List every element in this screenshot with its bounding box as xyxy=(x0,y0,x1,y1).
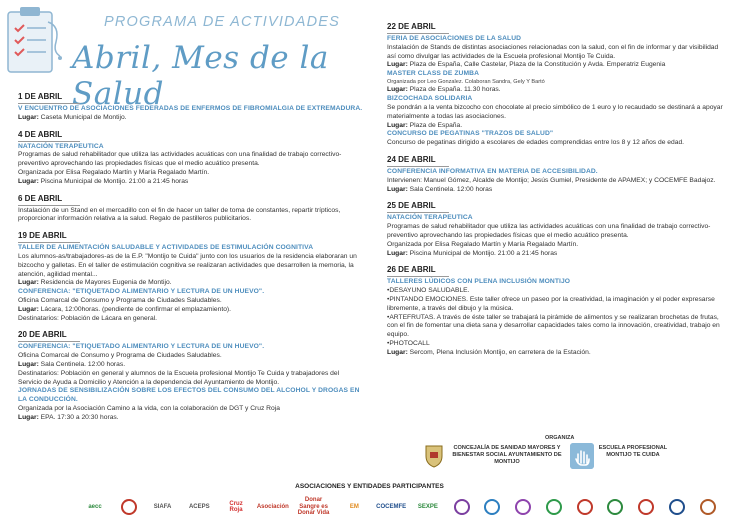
zumba-organizer: Organizada por Leo Gonzalez. Colaboran Sandra, Gely Y Bartó xyxy=(387,78,545,85)
lugar-label: Lugar: xyxy=(18,413,39,421)
event-description: Instalación de Stands de distintas asociaciones relacionadas con la salud, con el fin de informar y dar visibilidad así como divulgar las actividades de la Escuela profesional Montijo Te Cuida. xyxy=(387,43,719,60)
organizers xyxy=(420,435,720,471)
event-location: Caseta Municipal de Montijo. xyxy=(40,113,127,121)
event-date: 19 DE ABRIL xyxy=(18,231,67,241)
association-logo xyxy=(575,495,595,519)
association-logo xyxy=(482,495,502,519)
date-divider xyxy=(18,341,80,342)
association-logo xyxy=(452,495,472,519)
lugar-label: Lugar: xyxy=(387,86,408,94)
event-description: Los alumnos-as/trabajadores-as de la E.P. "Montijo te Cuida" junto con los usuarios de la residencia elaboraran un bizcocho y galletas. En el taller de estimulación cognitiva se realizaran actividades que desarrollen la memoria, la atención, agilidad mental... xyxy=(18,252,357,278)
association-logo xyxy=(667,495,687,519)
left-column xyxy=(18,92,363,430)
lugar-label: Lugar: xyxy=(387,61,408,69)
conference-text: Oficina Comarcal de Consumo y Programa de Ciudades Saludables. xyxy=(18,296,222,304)
date-divider xyxy=(18,205,80,206)
event-location: Sala Centinela. 12:00 horas xyxy=(409,185,493,193)
event-location: Piscina Municipal de Montijo. 21:00 a 21:45 horas xyxy=(40,177,189,185)
event-date: 22 DE ABRIL xyxy=(387,22,436,31)
event-title: TALLERES LÚDICOS CON PLENA INCLUSIÓN MONTIJO xyxy=(387,278,571,286)
event-location: Piscina Municipal de Montijo. 21:00 a 21:45 horas xyxy=(409,249,558,257)
hand-logo-icon xyxy=(570,443,594,469)
association-logo: aecc xyxy=(88,503,102,510)
organizer-escuela: ESCUELA PROFESIONAL MONTIJO TE CUIDA xyxy=(598,445,668,458)
event-april-22 xyxy=(387,22,725,148)
association-logo: ACEPS xyxy=(188,503,210,510)
clipboard-icon xyxy=(4,4,62,76)
association-logo: EM xyxy=(349,503,359,510)
event-april-20 xyxy=(18,330,363,422)
event-title: CONFERENCIA INFORMATIVA EN MATERIA DE ACCESIBILIDAD. xyxy=(387,167,598,175)
jornadas-location: EPA. 17:30 a 20:30 horas. xyxy=(40,413,119,421)
lugar-label: Lugar: xyxy=(387,185,408,193)
event-april-6 xyxy=(18,194,363,225)
bizcochada-title: BIZCOCHADA SOLIDARIA xyxy=(387,95,473,103)
lugar-label: Lugar: xyxy=(18,279,39,287)
event-april-24 xyxy=(387,155,725,194)
event-description: Oficina Comarcal de Consumo y Programa de Ciudades Saludables. xyxy=(18,352,222,360)
right-column xyxy=(387,22,725,365)
date-divider xyxy=(18,103,80,104)
event-description: Programas de salud rehabilitador que utiliza las actividades acuáticas con una finalidad de trabajo correctivo-preventivo aprovechando las propiedades físicas que el medio acuático presenta. xyxy=(387,223,711,239)
event-organizer: Organizada por Elisa Regalado Martín y María Regalado Martín. xyxy=(387,240,579,248)
association-logo: Cruz Roja xyxy=(229,500,243,513)
date-divider xyxy=(18,141,80,142)
date-divider xyxy=(387,166,449,167)
event-date: 4 DE ABRIL xyxy=(18,129,63,139)
lugar-label: Lugar: xyxy=(18,177,39,185)
association-logo xyxy=(544,495,564,519)
bizcochada-location: Plaza de España. xyxy=(409,121,463,129)
association-logo xyxy=(698,495,718,519)
list-item: • DESAYUNO SALUDABLE. xyxy=(387,287,725,296)
title-top: PROGRAMA DE ACTIVIDADES xyxy=(104,14,341,30)
event-organizer: Organizada por Elisa Regalado Martín y María Regalado Martín. xyxy=(18,168,210,176)
conference-location: Lácara, 12:00horas. (pendiente de confirmar el emplazamiento). xyxy=(40,305,232,313)
event-april-25 xyxy=(387,201,725,258)
associations-label: ASOCIACIONES Y ENTIDADES PARTICIPANTES xyxy=(295,483,444,490)
event-location: Residencia de Mayores Eugenia de Montijo. xyxy=(40,279,172,287)
association-logo xyxy=(605,495,625,519)
event-audience: Destinatarios: Población en general y alumnos de la Escuela profesional Montijo Te Cuida y trabajadores del Servicio de Ayuda a Domicilio y Atención a la dependencia del Ayuntamiento de Montijo. xyxy=(18,369,340,386)
association-logo xyxy=(513,495,533,519)
organiza-label: ORGANIZA xyxy=(545,435,575,441)
list-item: • PINTANDO EMOCIONES. Este taller ofrece un paseo por la creatividad, la imaginación y el poder expresarse libremente, a través del dibujo y la música. xyxy=(387,296,725,314)
city-shield-icon xyxy=(420,444,448,468)
pegatinas-text: Concurso de pegatinas dirigido a escolares de edades comprendidas entre los 8 y 12 años de edad. xyxy=(387,139,685,147)
jornadas-title: JORNADAS DE SENSIBILIZACIÓN SOBRE LOS EFECTOS DEL CONSUMO DEL ALCOHOL Y DROGAS EN LA CONDUCCIÓN. xyxy=(18,387,360,404)
lugar-label: Lugar: xyxy=(18,113,39,121)
event-title: NATACIÓN TERAPEUTICA xyxy=(18,142,104,150)
jornadas-text: Organizada por la Asociación Camino a la vida, con la colaboración de DGT y Cruz Roja xyxy=(18,404,280,412)
conference-title: CONFERENCIA: "ETIQUETADO ALIMENTARIO Y LECTURA DE UN HUEVO". xyxy=(18,288,265,296)
association-logo: SEXPE xyxy=(417,503,438,510)
event-title: CONFERENCIA: "ETIQUETADO ALIMENTARIO Y LECTURA DE UN HUEVO". xyxy=(18,343,265,351)
event-april-1 xyxy=(18,92,363,123)
event-april-26 xyxy=(387,265,725,357)
event-title: V ENCUENTRO DE ASOCIACIONES FEDERADAS DE ENFERMOS DE FIBROMIALGIA DE EXTREMADURA. xyxy=(18,105,363,112)
list-item: • PHOTOCALL xyxy=(387,340,725,349)
event-location: Sala Centinela. 12:00 horas. xyxy=(40,360,126,368)
lugar-label: Lugar: xyxy=(18,305,39,313)
pegatinas-title: CONCURSO DE PEGATINAS "TRAZOS DE SALUD" xyxy=(387,130,554,138)
association-logo xyxy=(119,495,139,519)
event-title: FERIA DE ASOCIACIONES DE LA SALUD xyxy=(387,35,522,42)
event-april-19 xyxy=(18,231,363,323)
organizer-concejalia: CONCEJALÍA DE SANIDAD MAYORES Y BIENESTAR SOCIAL AYUNTAMIENTO DE MONTIJO xyxy=(452,445,562,465)
conference-audience: Destinatarios: Población de Lácara en general. xyxy=(18,314,158,322)
association-logo xyxy=(636,495,656,519)
zumba-title: MASTER CLASS DE ZUMBA xyxy=(387,70,480,78)
event-date: 20 DE ABRIL xyxy=(18,330,67,340)
date-divider xyxy=(387,33,449,34)
association-logo: Donar Sangre es Donar Vida xyxy=(297,497,330,517)
event-date: 24 DE ABRIL xyxy=(387,154,436,164)
title-main: Abril, Mes de la Salud xyxy=(72,40,329,112)
lugar-label: Lugar: xyxy=(18,360,39,368)
event-title: NATACIÓN TERAPEUTICA xyxy=(387,214,473,222)
event-date: 26 DE ABRIL xyxy=(387,265,436,275)
associations-logo-strip xyxy=(82,493,718,521)
event-location: Sercom, Plena Inclusión Montijo, en carretera de la Estación. xyxy=(409,348,591,356)
event-title: TALLER DE ALIMENTACIÓN SALUDABLE Y ACTIVIDADES DE ESTIMULACIÓN COGNITIVA xyxy=(18,244,314,252)
lugar-label: Lugar: xyxy=(387,249,408,257)
event-description: Instalación de un Stand en el mercadillo con el fin de hacer un taller de toma de constantes, repartir trípticos, proporcionar información relativa a la salud. Regalo de pastilleros publicitarios. xyxy=(18,206,341,223)
zumba-location: Plaza de España. 11.30 horas. xyxy=(409,86,501,94)
list-item: • ARTEFRUTAS. A través de éste taller se trabajará la pirámide de alimentos y se realizaran brochetas de frutas, con el fin de fomentar una dieta sana y desarrollar capacidades tales como la innovación, creatividad, trabajo en equipo. xyxy=(387,314,725,340)
lugar-label: Lugar: xyxy=(387,121,408,129)
event-location: Plaza de España, Calle Castelar, Plaza de la Constitución y Avda. Emperatriz Eugenia xyxy=(409,61,666,69)
event-description: Programas de salud rehabilitador que utiliza las actividades acuáticas con una finalidad de trabajo correctivo-preventivo aprovechando las propiedades físicas que el medio acuático presenta. xyxy=(18,151,342,168)
event-description: Intervienen: Manuel Gómez, Alcalde de Montijo; Jesús Gumiel, Presidente de APAMEX; y COCEMFE Badajoz. xyxy=(387,176,716,184)
association-logo: SIAFA xyxy=(153,503,172,510)
event-date: 1 DE ABRIL xyxy=(18,92,63,101)
event-april-4 xyxy=(18,130,363,187)
bizcochada-text: Se pondrán a la venta bizcocho con chocolate al precio simbólico de 1 euro y lo recaudado se destinará a apoyar materialmente a todas las asociaciones. xyxy=(387,103,723,120)
event-date: 25 DE ABRIL xyxy=(387,201,436,211)
lugar-label: Lugar: xyxy=(387,348,408,356)
event-date: 6 DE ABRIL xyxy=(18,193,63,203)
association-logo: COCEMFE xyxy=(376,503,407,510)
association-logo: Asociación xyxy=(256,503,289,510)
